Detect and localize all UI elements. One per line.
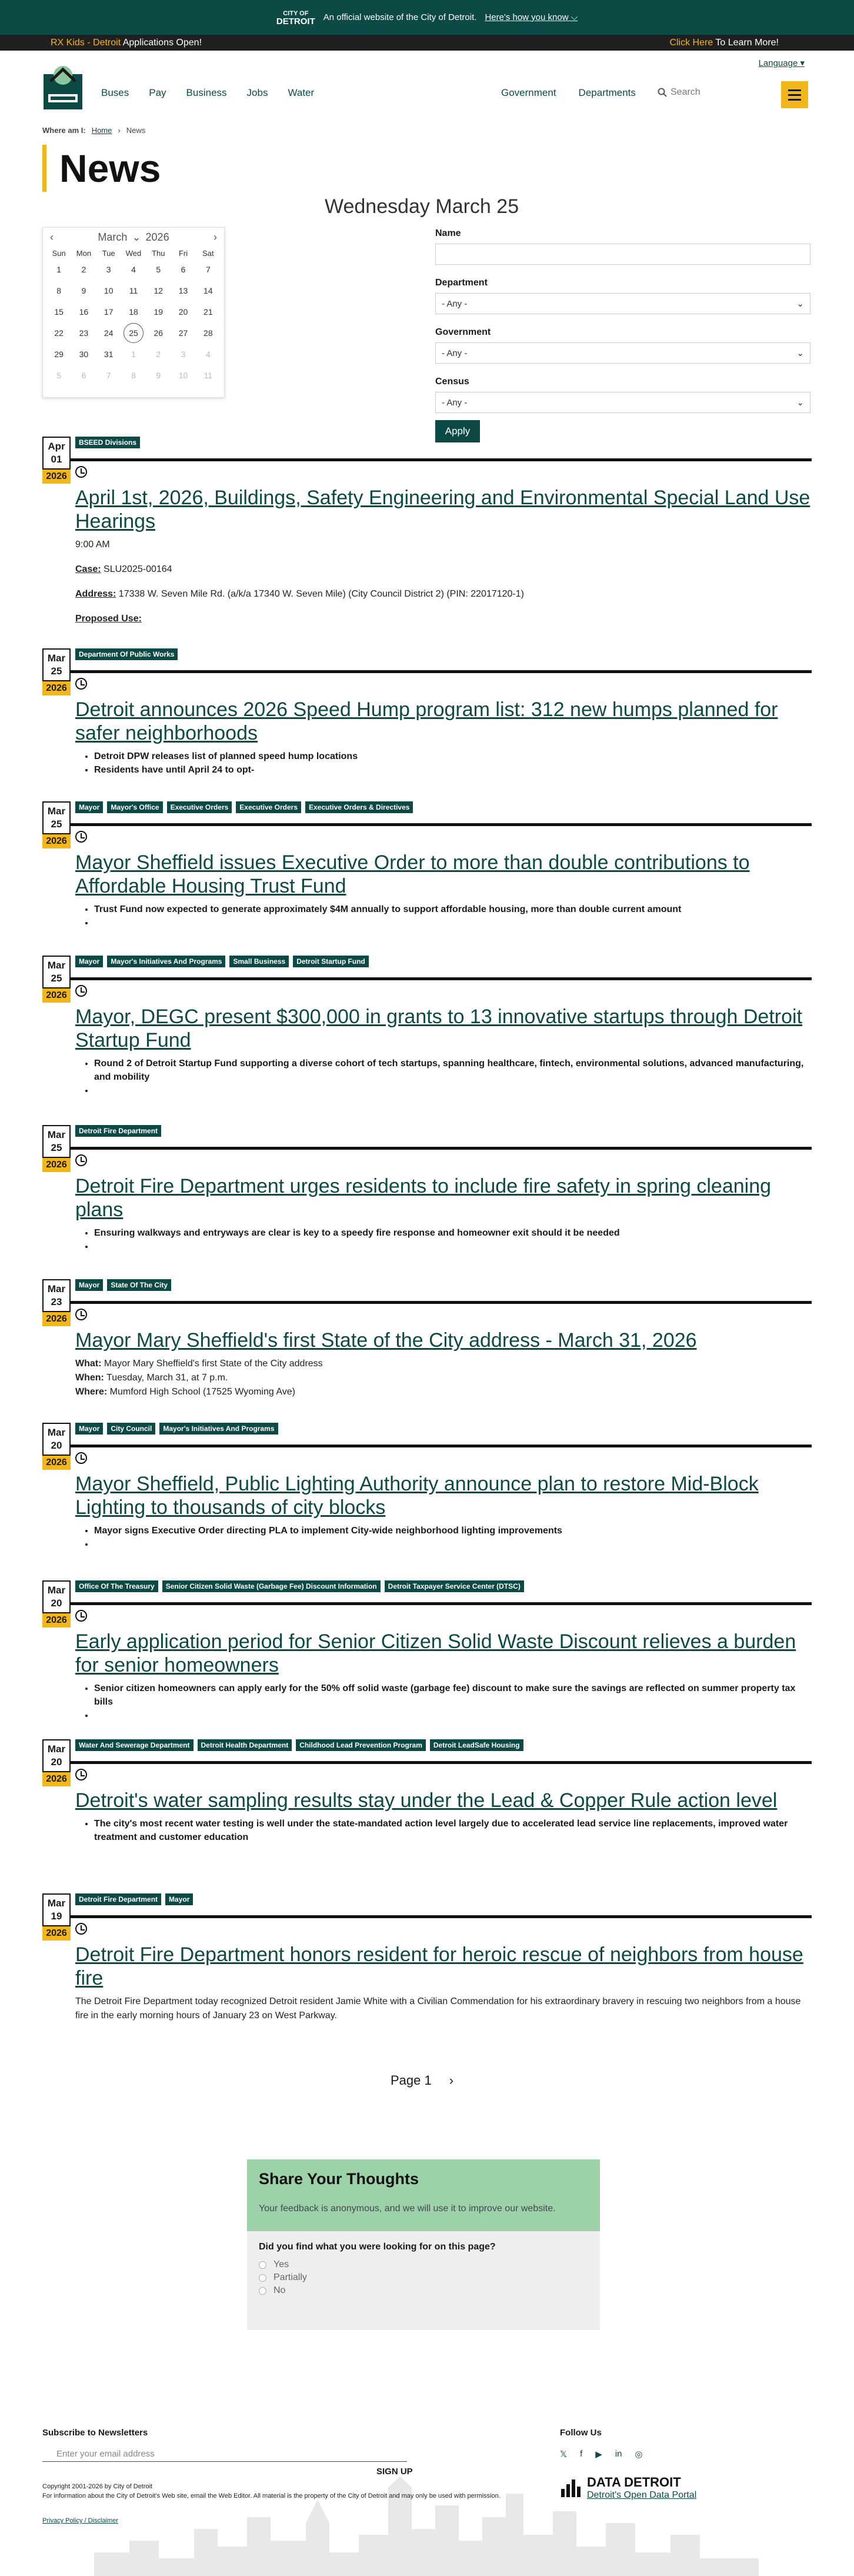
privacy-link[interactable]: Privacy Policy / Disclaimer — [42, 2517, 118, 2524]
article-tag[interactable]: Mayor's Office — [107, 801, 162, 813]
clock-icon — [75, 1769, 87, 1780]
calendar-dow: Tue — [102, 248, 115, 258]
calendar-dow: Fri — [178, 248, 188, 258]
calendar-day[interactable]: 6 — [181, 265, 186, 274]
article-title[interactable]: April 1st, 2026, Buildings, Safety Engineering and Environmental Special Land Use Hearings — [75, 487, 810, 532]
site-header — [0, 51, 854, 127]
article-bullet: • Ensuring walkways and entryways are clear is key to a speedy fire response and homeowner exit should it be needed — [94, 1226, 812, 1240]
calendar-day[interactable]: 24 — [104, 328, 114, 338]
official-text: An official website of the City of Detroit. — [323, 12, 477, 22]
article-tag[interactable]: Detroit Startup Fund — [293, 956, 369, 967]
article-tag[interactable]: Detroit Health Department — [198, 1739, 292, 1751]
calendar-grid — [43, 247, 224, 386]
calendar-day[interactable]: 29 — [54, 350, 64, 359]
article-tag[interactable]: Detroit LeadSafe Housing — [430, 1739, 523, 1751]
calendar-day[interactable]: 15 — [54, 307, 64, 317]
article-tag[interactable]: State Of The City — [107, 1279, 171, 1291]
facebook-icon[interactable]: f — [580, 2449, 583, 2459]
article-year: 2026 — [42, 1312, 71, 1326]
department-label: Department — [435, 278, 488, 288]
article-date: Mar 25 — [42, 1125, 71, 1158]
year-input[interactable]: 2026 — [145, 231, 169, 243]
article-address: Address: 17338 W. Seven Mile Rd. (a/k/a 17340 W. Seven Mile) (City Council District 2) (PIN: 22017120-1) — [75, 589, 524, 599]
article-title[interactable]: Detroit's water sampling results stay under the Lead & Copper Rule action level — [75, 1789, 778, 1812]
name-label: Name — [435, 228, 461, 238]
article-proposed-use: Proposed Use: — [75, 614, 142, 624]
filter-form — [435, 225, 812, 442]
article-tags — [75, 1580, 524, 1592]
data-detroit-link[interactable]: DATA DETROIT Detroit's Open Data Portal — [560, 2475, 696, 2501]
city-logo-small: CITY OF DETROIT — [276, 9, 315, 26]
article-bullet — [94, 1084, 812, 1097]
article-tag[interactable]: Small Business — [229, 956, 289, 967]
search-icon — [658, 88, 667, 97]
article-where: Where: Mumford High School (17525 Wyoming Ave) — [75, 1387, 295, 1397]
clock-icon — [75, 1923, 87, 1935]
article-tag[interactable]: Detroit Fire Department — [75, 1125, 161, 1137]
calendar-dow: Sat — [202, 248, 214, 258]
article-tag[interactable]: Detroit Taxpayer Service Center (DTSC) — [385, 1580, 524, 1592]
article-tag[interactable]: Mayor's Initiatives And Programs — [107, 956, 225, 967]
newsletter-heading: Subscribe to Newsletters — [42, 2428, 148, 2438]
clock-icon — [75, 466, 87, 478]
breadcrumb — [42, 126, 145, 135]
article-title[interactable]: Detroit Fire Department honors resident for heroic rescue of neighbors from house fire — [75, 1943, 803, 1989]
article-tag[interactable]: City Council — [107, 1423, 155, 1435]
article-when: When: Tuesday, March 31, at 7 p.m. — [75, 1373, 228, 1383]
article-year: 2026 — [42, 989, 71, 1003]
clock-icon — [75, 1452, 87, 1464]
article-tag[interactable]: Executive Orders — [167, 801, 232, 813]
nav-departments[interactable]: Departments — [578, 87, 636, 98]
signup-button[interactable]: SIGN UP — [376, 2467, 413, 2477]
breadcrumb-current: News — [126, 126, 146, 135]
article-tags — [75, 801, 413, 813]
calendar-day[interactable]: 22 — [54, 328, 64, 338]
article-tag[interactable]: Mayor — [75, 1423, 103, 1435]
calendar-day[interactable]: 31 — [104, 350, 114, 359]
calendar-day[interactable]: 10 — [104, 286, 114, 295]
calendar-day[interactable]: 26 — [154, 328, 164, 338]
article-divider — [71, 1915, 812, 1918]
site-footer — [0, 2412, 854, 2576]
calendar-day[interactable]: 9 — [156, 371, 161, 380]
date-heading: Wednesday March 25 — [325, 195, 519, 218]
calendar-day[interactable]: 25 — [121, 322, 146, 344]
feedback-widget — [247, 2159, 600, 2330]
article-divider — [71, 1602, 812, 1605]
calendar-day[interactable]: 4 — [205, 350, 211, 359]
feedback-subtitle: Your feedback is anonymous, and we will use it to improve our website. — [259, 2204, 556, 2214]
article-tags — [75, 437, 140, 448]
article-year: 2026 — [42, 470, 71, 484]
calendar-day[interactable]: 20 — [178, 307, 188, 317]
article-date: Mar 20 — [42, 1423, 71, 1456]
article-date: Apr 01 — [42, 437, 71, 470]
calendar-widget — [42, 227, 225, 398]
follow-heading: Follow Us — [560, 2428, 602, 2438]
article-date: Mar 25 — [42, 648, 71, 681]
calendar-dow: Mon — [76, 248, 92, 258]
article-bullet: • Mayor signs Executive Order directing PLA to implement City-wide neighborhood lighting improvements — [94, 1524, 812, 1537]
calendar-day[interactable]: 7 — [205, 265, 211, 274]
article-tag[interactable]: Office Of The Treasury — [75, 1580, 158, 1592]
article-tag[interactable]: Senior Citizen Solid Waste (Garbage Fee) Discount Information — [162, 1580, 381, 1592]
article-bullet: • Senior citizen homeowners can apply early for the 50% off solid waste (garbage fee) discount to make sure the savings are reflected on summer property tax bills — [94, 1682, 812, 1709]
article-tag[interactable]: Water And Sewerage Department — [75, 1739, 194, 1751]
article-tag[interactable]: Executive Orders & Directives — [305, 801, 413, 813]
nav-pay[interactable]: Pay — [149, 87, 166, 98]
name-input[interactable] — [435, 244, 810, 265]
search-input[interactable]: Search — [658, 87, 700, 98]
calendar-day[interactable]: 27 — [178, 328, 188, 338]
clock-icon — [75, 1309, 87, 1320]
language-selector[interactable]: Language ▾ — [758, 58, 805, 68]
calendar-day[interactable]: 5 — [156, 265, 161, 274]
calendar-day[interactable]: 16 — [79, 307, 89, 317]
chevron-down-icon: ⌄ — [796, 398, 804, 408]
calendar-day[interactable]: 3 — [106, 265, 111, 274]
article-title[interactable]: Detroit announces 2026 Speed Hump program list: 312 new humps planned for safer neighborhoods — [75, 698, 778, 744]
alert-right[interactable]: Click Here To Learn More! — [669, 37, 779, 48]
next-month-icon[interactable]: › — [214, 231, 217, 243]
social-links — [560, 2449, 643, 2459]
article-tags — [75, 956, 369, 967]
feedback-title: Share Your Thoughts — [259, 2170, 419, 2188]
article-tag[interactable]: Mayor — [165, 1893, 193, 1905]
census-label: Census — [435, 377, 469, 387]
calendar-day[interactable]: 6 — [81, 371, 86, 380]
article-tag[interactable]: Childhood Lead Prevention Program — [296, 1739, 426, 1751]
article-tags — [75, 1893, 193, 1905]
calendar-day[interactable]: 1 — [131, 350, 136, 359]
article-title[interactable]: Mayor Mary Sheffield's first State of the City address - March 31, 2026 — [75, 1329, 697, 1352]
article-bullet: • Round 2 of Detroit Startup Fund supporting a diverse cohort of tech startups, spanning healthcare, fintech, environmental solutions, advanced manufacturing, and mobility — [94, 1057, 812, 1084]
article-tags — [75, 1279, 171, 1291]
article-tags — [75, 648, 178, 660]
chevron-down-icon: ⌄ — [796, 348, 804, 358]
breadcrumb-prefix: Where am I: — [42, 126, 86, 135]
article-date: Mar 25 — [42, 956, 71, 989]
instagram-icon[interactable]: ◎ — [635, 2449, 643, 2459]
feedback-question: Did you find what you were looking for on this page? — [259, 2242, 496, 2252]
article-tags — [75, 1125, 161, 1137]
calendar-day[interactable]: 17 — [104, 307, 114, 317]
article-bullet — [94, 1537, 812, 1551]
article-date: Mar 20 — [42, 1739, 71, 1772]
government-select[interactable]: - Any - ⌄ — [435, 342, 810, 364]
feedback-yes-radio[interactable]: Yes — [247, 2258, 600, 2271]
article-year: 2026 — [42, 1158, 71, 1172]
article-year: 2026 — [42, 1613, 71, 1628]
calendar-day[interactable]: 14 — [204, 286, 213, 295]
article-bullet — [94, 1240, 812, 1253]
article-title[interactable]: Mayor Sheffield issues Executive Order to more than double contributions to Affordable Housing Trust Fund — [75, 851, 750, 897]
copyright-text: Copyright 2001-2026 by City of Detroit For information about the City of Detroit's Web site, email the Web Editor. All material is the property of the City of Detroit and may only be used with permission. — [42, 2483, 501, 2500]
article-tags — [75, 1423, 278, 1435]
calendar-day[interactable]: 11 — [129, 286, 138, 295]
detroit-logo-icon[interactable] — [42, 64, 84, 111]
calendar-day[interactable]: 1 — [56, 265, 62, 274]
calendar-day[interactable]: 13 — [178, 286, 188, 295]
article-tag[interactable]: Department Of Public Works — [75, 648, 178, 660]
article-divider — [71, 458, 812, 461]
article-divider — [71, 1301, 812, 1304]
bar-chart-icon — [560, 2477, 581, 2498]
calendar-day[interactable]: 28 — [204, 328, 213, 338]
article-title[interactable]: Detroit Fire Department urges residents to include fire safety in spring cleaning plans — [75, 1175, 772, 1221]
article-time: 9:00 AM — [75, 540, 110, 550]
calendar-day[interactable]: 12 — [154, 286, 164, 295]
month-select[interactable]: March — [98, 231, 128, 243]
article-divider — [71, 1147, 812, 1150]
chevron-right-icon: › — [118, 126, 121, 135]
article-date: Mar 23 — [42, 1279, 71, 1312]
article-title[interactable]: Early application period for Senior Citizen Solid Waste Discount relieves a burden for senior homeowners — [75, 1630, 796, 1676]
nav-water[interactable]: Water — [288, 87, 315, 98]
article-bullet — [94, 1709, 812, 1722]
how-you-know-link[interactable]: Here's how you know ⌵ — [485, 12, 578, 22]
youtube-icon[interactable]: ▶ — [595, 2449, 602, 2459]
nav-business[interactable]: Business — [186, 87, 227, 98]
article-divider — [71, 1761, 812, 1764]
calendar-day[interactable]: 3 — [181, 350, 186, 359]
calendar-day[interactable]: 10 — [178, 371, 188, 380]
clock-icon — [75, 985, 87, 997]
article-year: 2026 — [42, 1772, 71, 1786]
article-date: Mar 20 — [42, 1580, 71, 1613]
article-divider — [71, 1445, 812, 1447]
feedback-partially-radio[interactable]: Partially — [247, 2271, 600, 2284]
article-bullet: • The city's most recent water testing is well under the state-mandated action level largely due to accelerated lead service line replacements, improved water treatment and customer education — [94, 1817, 812, 1844]
article-case: Case: SLU2025-00164 — [75, 564, 172, 574]
census-select[interactable]: - Any - ⌄ — [435, 392, 810, 413]
article-year: 2026 — [42, 1456, 71, 1470]
clock-icon — [75, 678, 87, 690]
calendar-day[interactable]: 18 — [129, 307, 138, 317]
main-nav — [101, 87, 314, 99]
article-tag[interactable]: Mayor — [75, 1279, 103, 1291]
article-bullet: • Residents have until April 24 to opt- — [94, 763, 812, 777]
calendar-day[interactable]: 8 — [56, 286, 62, 295]
article-tag[interactable]: Mayor — [75, 956, 103, 967]
alert-banner — [0, 35, 854, 51]
x-twitter-icon[interactable]: 𝕏 — [560, 2449, 568, 2459]
article-title[interactable]: Mayor Sheffield, Public Lighting Authority announce plan to restore Mid-Block Lighting to thousands of city blocks — [75, 1473, 759, 1519]
calendar-day[interactable]: 5 — [56, 371, 62, 380]
article-bullet: • Detroit DPW releases list of planned speed hump locations — [94, 750, 812, 763]
official-banner — [0, 0, 854, 35]
department-select[interactable]: - Any - ⌄ — [435, 293, 810, 314]
article-bullet: • Trust Fund now expected to generate approximately $4M annually to support affordable housing, more than double current amount — [94, 903, 812, 916]
article-year: 2026 — [42, 681, 71, 695]
article-date: Mar 19 — [42, 1893, 71, 1926]
calendar-day[interactable]: 19 — [154, 307, 164, 317]
article-tag[interactable]: Executive Orders — [236, 801, 301, 813]
clock-icon — [75, 1610, 87, 1622]
nav-buses[interactable]: Buses — [101, 87, 129, 98]
calendar-day[interactable]: 9 — [81, 286, 86, 295]
calendar-day[interactable]: 30 — [79, 350, 89, 359]
article-date: Mar 25 — [42, 801, 71, 834]
alert-left[interactable]: RX Kids - Detroit Applications Open! — [51, 37, 202, 48]
hamburger-menu-button[interactable] — [781, 81, 808, 108]
calendar-day[interactable]: 4 — [131, 265, 136, 274]
page-title: News — [42, 145, 161, 192]
article-divider — [71, 670, 812, 673]
apply-button[interactable]: Apply — [435, 420, 480, 442]
article-year: 2026 — [42, 834, 71, 848]
calendar-day[interactable]: 2 — [156, 350, 161, 359]
linkedin-icon[interactable]: in — [615, 2449, 622, 2459]
calendar-dow: Wed — [125, 248, 142, 258]
article-tag[interactable]: Mayor's Initiatives And Programs — [159, 1423, 278, 1435]
chevron-down-icon: ⌄ — [132, 231, 141, 243]
calendar-dow: Thu — [152, 248, 165, 258]
article-tag[interactable]: BSEED Divisions — [75, 437, 140, 448]
article-what: What: Mayor Mary Sheffield's first State of the City address — [75, 1359, 323, 1369]
calendar-day[interactable]: 11 — [204, 371, 213, 380]
pagination — [391, 2073, 453, 2088]
article-tag[interactable]: Mayor — [75, 801, 103, 813]
nav-government[interactable]: Government — [501, 87, 556, 98]
government-label: Government — [435, 327, 491, 337]
secondary-nav — [501, 87, 636, 99]
article-divider — [71, 823, 812, 826]
breadcrumb-home[interactable]: Home — [91, 126, 112, 135]
next-page-icon[interactable]: › — [449, 2073, 454, 2088]
calendar-day[interactable]: 8 — [131, 371, 136, 380]
clock-icon — [75, 831, 87, 843]
calendar-day[interactable]: 21 — [204, 307, 213, 317]
prev-month-icon[interactable]: ‹ — [50, 231, 54, 243]
page-indicator: Page 1 — [391, 2073, 432, 2088]
clock-icon — [75, 1154, 87, 1166]
calendar-dow: Sun — [52, 248, 66, 258]
article-year: 2026 — [42, 1926, 71, 1941]
nav-jobs[interactable]: Jobs — [246, 87, 268, 98]
article-divider — [71, 977, 812, 980]
article-tags — [75, 1739, 523, 1751]
calendar-day[interactable]: 2 — [81, 265, 86, 274]
newsletter-email-input[interactable]: Enter your email address — [42, 2447, 407, 2462]
feedback-no-radio[interactable]: No — [247, 2284, 600, 2297]
calendar-day[interactable]: 23 — [79, 328, 89, 338]
calendar-day[interactable]: 7 — [106, 371, 111, 380]
article-bullet — [94, 916, 812, 930]
article-title[interactable]: Mayor, DEGC present $300,000 in grants to 13 innovative startups through Detroit Startup Fund — [75, 1006, 803, 1051]
article-summary: The Detroit Fire Department today recognized Detroit resident Jamie White with a Civilian Commendation for his extraordinary bravery in rescuing two neighbors from a house fire in the early morning hours of January 23 on West Parkway. — [75, 1996, 801, 2021]
chevron-down-icon: ⌄ — [796, 299, 804, 309]
article-tag[interactable]: Detroit Fire Department — [75, 1893, 161, 1905]
